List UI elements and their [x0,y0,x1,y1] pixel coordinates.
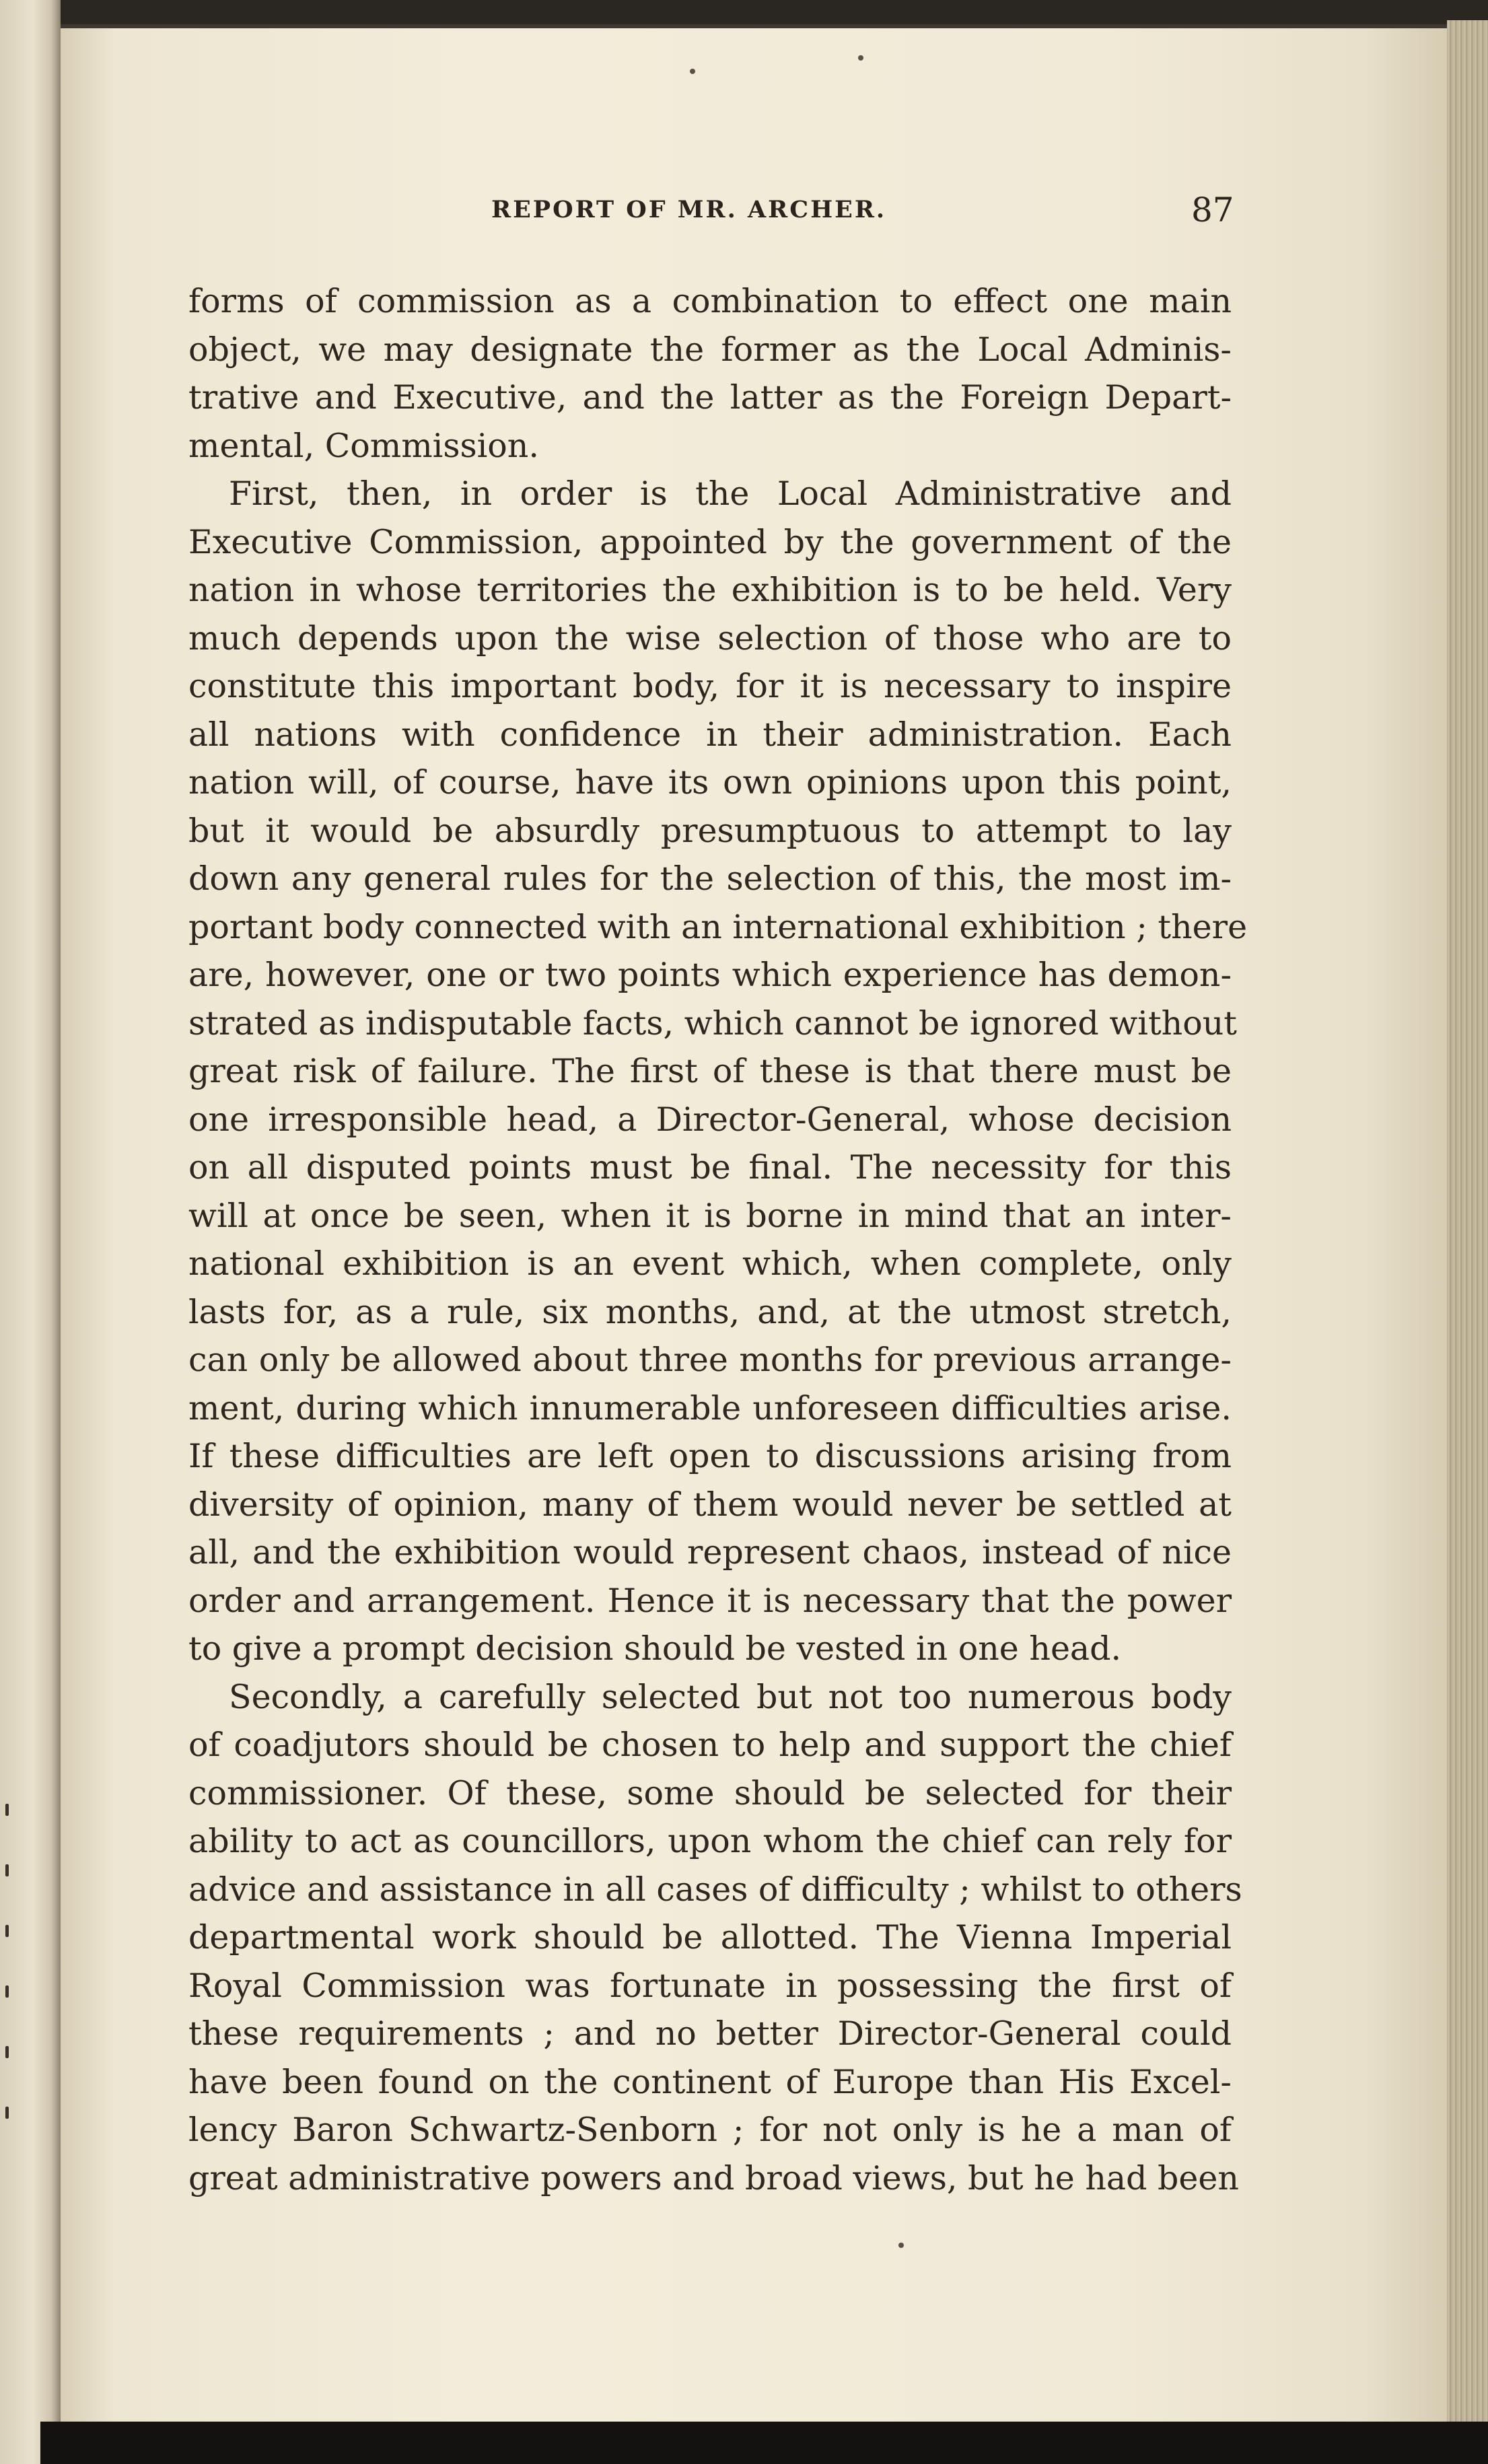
text-line: mental, Commission. [188,426,539,465]
text-line: great risk of failure. The first of these is that there must be [188,1052,1232,1090]
text-line: of coadjutors should be chosen to help and support the chief [188,1726,1232,1764]
text-line: national exhibition is an event which, when complete, only [188,1244,1232,1283]
ink-speck [690,69,695,74]
text-line: Executive Commission, appointed by the government of the [188,522,1232,561]
text-line: much depends upon the wise selection of those who are to [188,619,1232,658]
text-line: advice and assistance in all cases of difficulty ; whilst to others [188,1870,1242,1909]
text-line: all nations with confidence in their administration. Each [188,715,1232,754]
text-line: forms of commission as a combination to effect one main [188,282,1232,320]
text-line: departmental work should be allotted. The Vienna Imperial [188,1918,1232,1957]
body-text [188,277,1248,2202]
text-line: lency Baron Schwartz-Senborn ; for not only is he a man of [188,2111,1232,2149]
text-line: trative and Executive, and the latter as the Foreign Depart- [188,378,1232,417]
text-line: First, then, in order is the Local Administrative and [229,474,1232,513]
text-line: order and arrangement. Hence it is necessary that the power [188,1581,1232,1620]
text-line: commissioner. Of these, some should be selected for their [188,1773,1232,1812]
binding-shadow [40,2422,1488,2464]
text-line: but it would be absurdly presumptuous to attempt to lay [188,811,1232,850]
ink-speck [898,2243,904,2248]
text-line: nation will, of course, have its own opinions upon this point, [188,763,1232,802]
text-line: nation in whose territories the exhibition is to be held. Very [188,571,1232,609]
text-line: one irresponsible head, a Director-General, whose decision [188,1100,1232,1139]
running-head: REPORT OF MR. ARCHER. [491,196,887,223]
text-line: Secondly, a carefully selected but not too numerous body [229,1677,1232,1716]
text-line: Royal Commission was fortunate in possessing the first of [188,1966,1232,2005]
text-line: will at once be seen, when it is borne in mind that an inter- [188,1196,1232,1235]
text-line: constitute this important body, for it is necessary to inspire [188,667,1232,705]
text-line: strated as indisputable facts, which cannot be ignored without [188,1004,1237,1043]
text-line: have been found on the continent of Europe than His Excel- [188,2062,1232,2101]
text-line: lasts for, as a rule, six months, and, at the utmost stretch, [188,1292,1232,1331]
text-line: great administrative powers and broad views, but he had been [188,2158,1239,2197]
text-line: portant body connected with an international exhibition ; there [188,907,1248,946]
text-line: ment, during which innumerable unforeseen difficulties arise. [188,1388,1232,1428]
text-line: can only be allowed about three months for previous arrange- [188,1341,1232,1379]
right-page-edges [1447,20,1488,2443]
text-line: all, and the exhibition would represent chaos, instead of nice [188,1533,1232,1572]
text-line: down any general rules for the selection of this, the most im- [188,859,1232,898]
text-line: are, however, one or two points which experience has demon- [188,956,1232,994]
ink-speck [858,55,863,61]
text-line: to give a prompt decision should be vested in one head. [188,1629,1122,1668]
text-line: these requirements ; and no better Director-General could [188,2014,1232,2053]
left-page-marks [5,1804,19,2167]
text-line: object, we may designate the former as the Local Adminis- [188,330,1232,369]
text-line: ability to act as councillors, upon whom the chief can rely for [188,1822,1232,1860]
text-line: If these difficulties are left open to discussions arising from [188,1437,1232,1475]
page-header [491,190,1232,238]
text-line: on all disputed points must be final. The necessity for this [188,1148,1232,1187]
text-line: diversity of opinion, many of them would never be settled at [188,1485,1232,1524]
page-number: 87 [1191,190,1234,230]
